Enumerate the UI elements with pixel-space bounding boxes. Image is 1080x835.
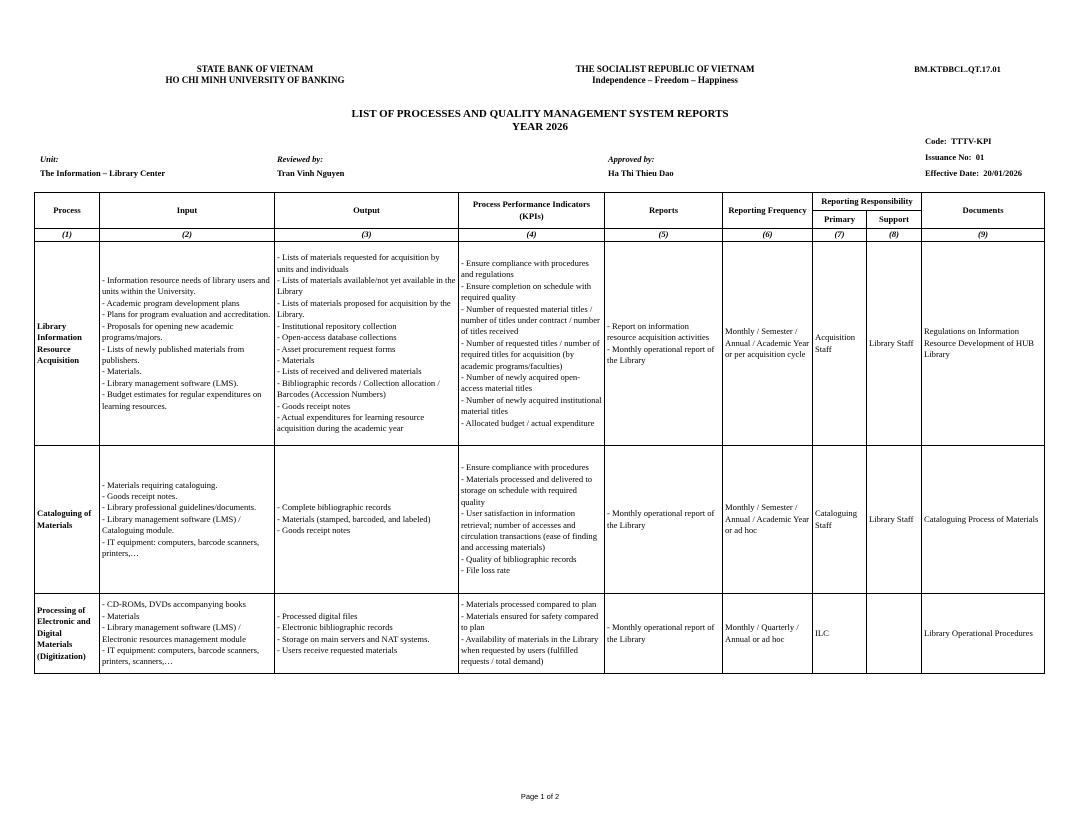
input-item: - Library professional guidelines/documents. [102, 502, 257, 513]
issuer-line-2: HO CHI MINH UNIVERSITY OF BANKING [165, 75, 345, 85]
approved-label: Approved by: [608, 154, 655, 164]
national-line-1: THE SOCIALIST REPUBLIC OF VIETNAM [575, 64, 755, 74]
input-item: - Materials. [102, 366, 142, 377]
form-code: BM.KTĐBCL.QT.17.01 [914, 64, 1001, 74]
process-line: Materials [37, 519, 73, 530]
unit-value-block [40, 168, 165, 179]
input-cell [100, 446, 275, 594]
output-item: - Storage on main servers and NAT systems. [277, 633, 430, 644]
title-line-1: LIST OF PROCESSES AND QUALITY MANAGEMENT SYSTEM REPORTS [351, 108, 729, 120]
code-value: TTTV-KPI [950, 136, 992, 146]
process-line: Acquisition [37, 354, 80, 365]
support-cell: Library Staff [867, 446, 922, 594]
kpi-item: - User satisfaction in information retrieval; number of accesses and circulation transactions (ease of finding and accessing materials) [461, 508, 598, 553]
input-item: - IT equipment: computers, barcode scanners, printers, scanners,… [102, 644, 260, 667]
index-cell: (3) [275, 229, 459, 242]
frequency-cell: Monthly / Quarterly / Annual or ad hoc [723, 594, 813, 674]
approved-value: Ha Thi Thieu Dao [608, 168, 674, 178]
output-item: - Lists of materials requested for acquisition by units and individuals [277, 252, 440, 274]
kpi-item: - File loss rate [461, 565, 510, 576]
kpi-item: - Ensure compliance with procedures [461, 462, 589, 473]
issuer-header [150, 64, 360, 86]
report-item: - Monthly operational report of the Library [607, 508, 715, 530]
output-item: - Materials [277, 354, 315, 365]
process-line: Resource [37, 343, 71, 354]
kpi-item: - Availability of materials in the Library when requested by users (fulfilled requests / total demand) [461, 633, 599, 667]
issuer-line-1: STATE BANK OF VIETNAM [196, 64, 314, 74]
index-cell: (5) [605, 229, 723, 242]
report-item: - Report on information resource acquisition activities [607, 320, 710, 343]
input-item: - Budget estimates for regular expenditures on learning resources. [102, 389, 262, 411]
output-item: - Users receive requested materials [277, 644, 398, 655]
kpi-item: - Number of newly acquired open-access material titles [461, 372, 581, 394]
primary-cell: Acquisition Staff [813, 242, 867, 446]
kpi-item: - Number of newly acquired institutional material titles [461, 394, 602, 417]
frequency-cell: Monthly / Semester / Annual / Academic Year or per acquisition cycle [723, 242, 813, 446]
input-cell [100, 242, 275, 446]
output-item: - Open-access database collections [277, 332, 397, 343]
kpi-item: - Ensure completion on schedule with required quality [461, 280, 592, 303]
output-item: - Institutional repository collection [277, 320, 397, 331]
effective-value: 20/01/2026 [983, 168, 1023, 178]
input-item: - IT equipment: computers, barcode scanners, printers,… [102, 536, 260, 559]
input-item: - CD-ROMs, DVDs accompanying books [102, 599, 246, 610]
process-line: Processing of [37, 604, 86, 615]
kpi-item: - Materials ensured for safety compared to plan [461, 610, 599, 633]
kpi-item: - Materials processed compared to plan [461, 599, 597, 610]
input-item: - Library management software (LMS) / Electronic resources management module [102, 622, 246, 644]
input-item: - Library management software (LMS) / Cataloguing module. [102, 513, 241, 536]
index-cell: (2) [100, 229, 275, 242]
kpi-item: - Number of requested titles / number of required titles for acquisition (by academic programs/faculties) [461, 337, 600, 371]
index-cell: (7) [813, 229, 867, 242]
output-item: - Complete bibliographic records [277, 502, 391, 513]
support-cell: Library Staff [867, 242, 922, 446]
input-item: - Academic program development plans [102, 297, 240, 308]
input-item: - Lists of newly published materials from publishers. [102, 343, 245, 365]
kpi-cell [459, 446, 605, 594]
approved-label-block [608, 154, 655, 165]
kpi-cell [459, 242, 605, 446]
process-line: Library [37, 320, 67, 331]
process-cell [35, 594, 100, 674]
reviewed-label: Reviewed by: [277, 154, 324, 164]
index-cell: (6) [723, 229, 813, 242]
report-item: - Monthly operational report of the Library [607, 622, 715, 644]
unit-value: The Information – Library Center [40, 168, 166, 178]
output-item: - Actual expenditures for learning resource acquisition during the academic year [277, 411, 425, 434]
output-item: - Processed digital files [277, 610, 358, 621]
table-row [35, 242, 1045, 446]
page-number: Page 1 of 2 [520, 792, 560, 801]
output-item: - Goods receipt notes [277, 525, 351, 536]
output-item: - Lists of materials available/not yet available in the Library [277, 275, 456, 297]
output-cell [275, 594, 459, 674]
process-table [34, 192, 1045, 674]
input-item: - Materials requiring cataloguing. [102, 479, 218, 490]
kpi-item: - Allocated budget / actual expenditure [461, 417, 595, 428]
unit-label: Unit: [40, 154, 59, 164]
documents-cell: Cataloguing Process of Materials [922, 446, 1045, 594]
kpi-item: - Number of requested material titles / number of titles under contract / number of titles received [461, 303, 600, 337]
frequency-cell: Monthly / Semester / Annual / Academic Year or ad hoc [723, 446, 813, 594]
col-header-kpi: Process Performance Indicators (KPIs) [459, 193, 605, 229]
col-header-support: Support [867, 211, 922, 229]
issuance-field [925, 152, 984, 163]
process-line: Cataloguing of [37, 508, 92, 519]
input-item: - Library management software (LMS). [102, 377, 239, 388]
unit-label-block [40, 154, 58, 165]
input-item: - Information resource needs of library users and units within the University. [102, 275, 270, 297]
approved-value-block [608, 168, 674, 179]
column-index-row [35, 229, 1045, 242]
process-line: Information [37, 332, 82, 343]
table-row [35, 446, 1045, 594]
title-line-2: YEAR 2026 [512, 121, 568, 133]
col-header-output: Output [275, 193, 459, 229]
report-item: - Monthly operational report of the Library [607, 343, 715, 365]
output-cell [275, 242, 459, 446]
output-item: - Bibliographic records / Collection allocation / Barcodes (Accession Numbers) [277, 377, 440, 400]
process-cell [35, 242, 100, 446]
kpi-cell [459, 594, 605, 674]
reports-cell [605, 242, 723, 446]
input-item: - Proposals for opening new academic programs/majors. [102, 320, 234, 343]
primary-cell: ILC [813, 594, 867, 674]
document-title [0, 108, 1080, 134]
input-item: - Goods receipt notes. [102, 490, 178, 501]
input-item: - Plans for program evaluation and accreditation. [102, 309, 271, 320]
col-header-frequency: Reporting Frequency [723, 193, 813, 229]
primary-cell: Cataloguing Staff [813, 446, 867, 594]
output-item: - Lists of received and delivered materials [277, 366, 422, 377]
index-cell: (8) [867, 229, 922, 242]
reports-cell [605, 446, 723, 594]
col-header-input: Input [100, 193, 275, 229]
process-line: Materials [37, 639, 73, 650]
input-cell [100, 594, 275, 674]
kpi-item: - Quality of bibliographic records [461, 553, 577, 564]
output-item: - Electronic bibliographic records [277, 622, 393, 633]
code-field [925, 136, 991, 147]
issuance-label: Issuance No: [925, 152, 972, 162]
output-cell [275, 446, 459, 594]
index-cell: (9) [922, 229, 1045, 242]
col-header-primary: Primary [813, 211, 867, 229]
kpi-item: - Materials processed and delivered to storage on schedule with required quality [461, 473, 593, 507]
effective-label: Effective Date: [925, 168, 980, 178]
process-line: Electronic and [37, 616, 91, 627]
index-cell: (1) [35, 229, 100, 242]
col-header-responsibility: Reporting Responsibility [813, 193, 922, 211]
effective-field [925, 168, 1022, 179]
reports-cell [605, 594, 723, 674]
national-line-2: Independence – Freedom – Happiness [592, 75, 738, 85]
kpi-item: - Ensure compliance with procedures and regulations [461, 257, 589, 280]
process-line: Digital [37, 627, 62, 638]
code-label: Code: [925, 136, 947, 146]
input-item: - Materials [102, 610, 140, 621]
reviewed-label-block [277, 154, 323, 165]
reviewed-value-block [277, 168, 344, 179]
col-header-reports: Reports [605, 193, 723, 229]
col-header-process: Process [35, 193, 100, 229]
output-item: - Materials (stamped, barcoded, and labeled) [277, 513, 431, 524]
process-line: (Digitization) [37, 650, 86, 661]
national-header [555, 64, 775, 86]
output-item: - Lists of materials proposed for acquisition by the Library. [277, 297, 451, 320]
output-item: - Asset procurement request forms [277, 343, 396, 354]
documents-cell: Library Operational Procedures [922, 594, 1045, 674]
reviewed-value: Tran Vinh Nguyen [277, 168, 345, 178]
support-cell [867, 594, 922, 674]
issuance-value: 01 [975, 152, 985, 162]
index-cell: (4) [459, 229, 605, 242]
process-cell [35, 446, 100, 594]
output-item: - Goods receipt notes [277, 400, 351, 411]
documents-cell: Regulations on Information Resource Development of HUB Library [922, 242, 1045, 446]
table-row [35, 594, 1045, 674]
col-header-documents: Documents [922, 193, 1045, 229]
